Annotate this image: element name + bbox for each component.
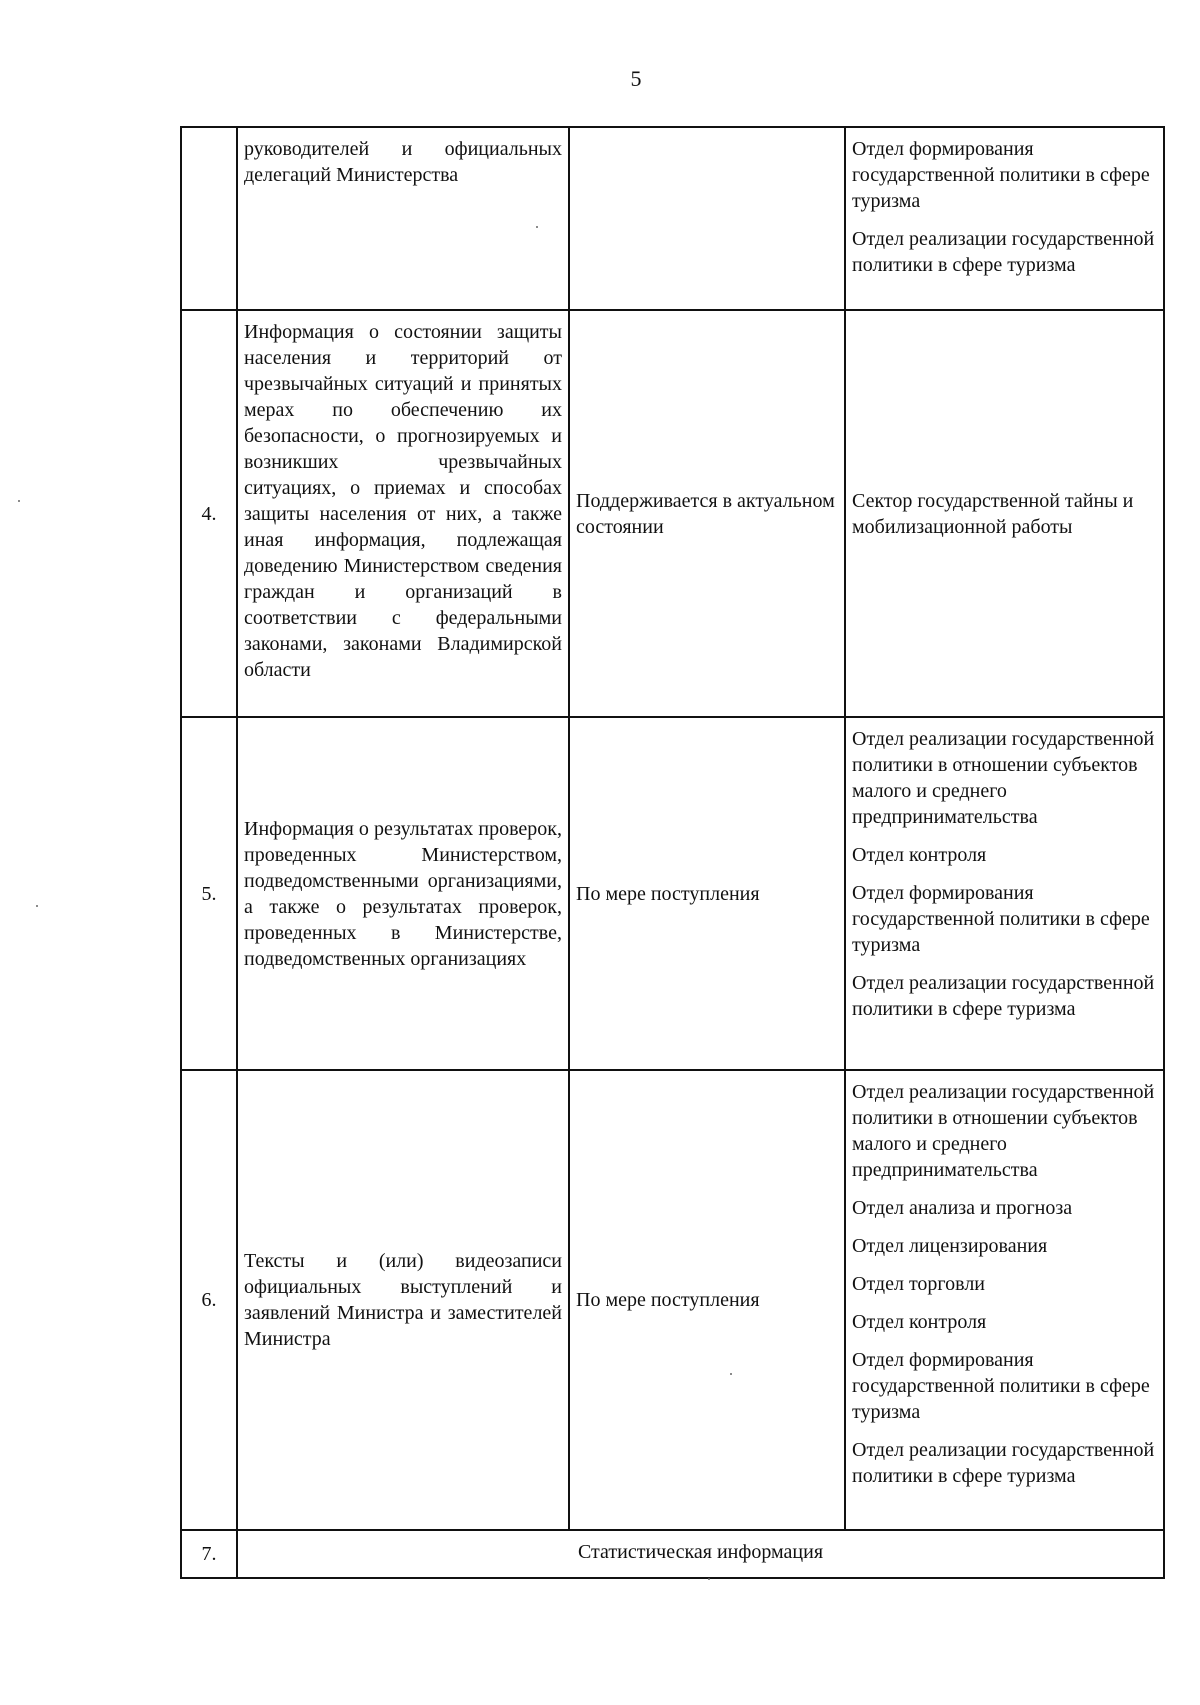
scan-speck xyxy=(36,905,38,907)
row-departments xyxy=(845,717,1164,1070)
section-row xyxy=(181,1530,1164,1578)
department-item: Отдел контроля xyxy=(852,844,987,866)
department-item: Отдел реализации государственной политики в сфере туризма xyxy=(852,1439,1155,1487)
department-item: Отдел формирования государственной политики в сфере туризма xyxy=(852,1349,1150,1423)
department-item: Отдел реализации государственной политики в отношении субъектов малого и среднего предпринимательства xyxy=(852,728,1155,828)
scan-speck xyxy=(730,1373,732,1375)
department-item: Отдел реализации государственной политики в сфере туризма xyxy=(852,972,1155,1020)
department-item: Сектор государственной тайны и мобилизационной работы xyxy=(852,489,1134,538)
page-number: 5 xyxy=(630,66,642,91)
department-item: Отдел реализации государственной политики в сфере туризма xyxy=(852,228,1155,276)
row-information-name: руководителей и официальных делегаций Министерства xyxy=(237,127,569,310)
department-item: Отдел лицензирования xyxy=(852,1235,1048,1257)
table-row xyxy=(181,310,1164,717)
table-row xyxy=(181,127,1164,310)
row-period: По мере поступления xyxy=(569,717,845,1070)
department-item: Отдел торговли xyxy=(852,1273,985,1295)
row-departments xyxy=(845,127,1164,310)
row-information-name: Информация о состоянии защиты населения и территорий от чрезвычайных ситуаций и принятых мерах по обеспечению их безопасности, о прогнозируемых и возникших чрезвычайных ситуациях, о приемах и способах защиты населения от них, а также иная информация, подлежащая доведению Министерством сведения граждан и организаций в соответствии с федеральными законами, законами Владимирской области xyxy=(237,310,569,717)
table-row xyxy=(181,1070,1164,1530)
scan-speck xyxy=(536,226,538,228)
row-number: 6. xyxy=(181,1070,237,1530)
row-departments xyxy=(845,310,1164,717)
department-item: Отдел формирования государственной политики в сфере туризма xyxy=(852,882,1150,956)
row-number: 5. xyxy=(181,717,237,1070)
row-number: 7. xyxy=(181,1530,237,1578)
information-table xyxy=(180,126,1165,1579)
scan-speck xyxy=(18,500,20,502)
row-period: По мере поступления xyxy=(569,1070,845,1530)
row-departments xyxy=(845,1070,1164,1530)
row-period xyxy=(569,127,845,310)
row-information-name: Информация о результатах проверок, проведенных Министерством, подведомственными организациями, а также о результатах проверок, проведенных в Министерстве, подведомственных организациях xyxy=(237,717,569,1070)
row-information-name: Тексты и (или) видеозаписи официальных выступлений и заявлений Министра и заместителей Министра xyxy=(237,1070,569,1530)
row-period: Поддерживается в актуальном состоянии xyxy=(569,310,845,717)
scan-speck xyxy=(708,1578,710,1580)
department-item: Отдел реализации государственной политики в отношении субъектов малого и среднего предпринимательства xyxy=(852,1081,1155,1181)
department-item: Отдел формирования государственной политики в сфере туризма xyxy=(852,138,1150,212)
department-item: Отдел анализа и прогноза xyxy=(852,1197,1073,1219)
row-number xyxy=(181,127,237,310)
table-row xyxy=(181,717,1164,1070)
row-number: 4. xyxy=(181,310,237,717)
department-item: Отдел контроля xyxy=(852,1311,987,1333)
section-title: Статистическая информация xyxy=(237,1530,1164,1578)
